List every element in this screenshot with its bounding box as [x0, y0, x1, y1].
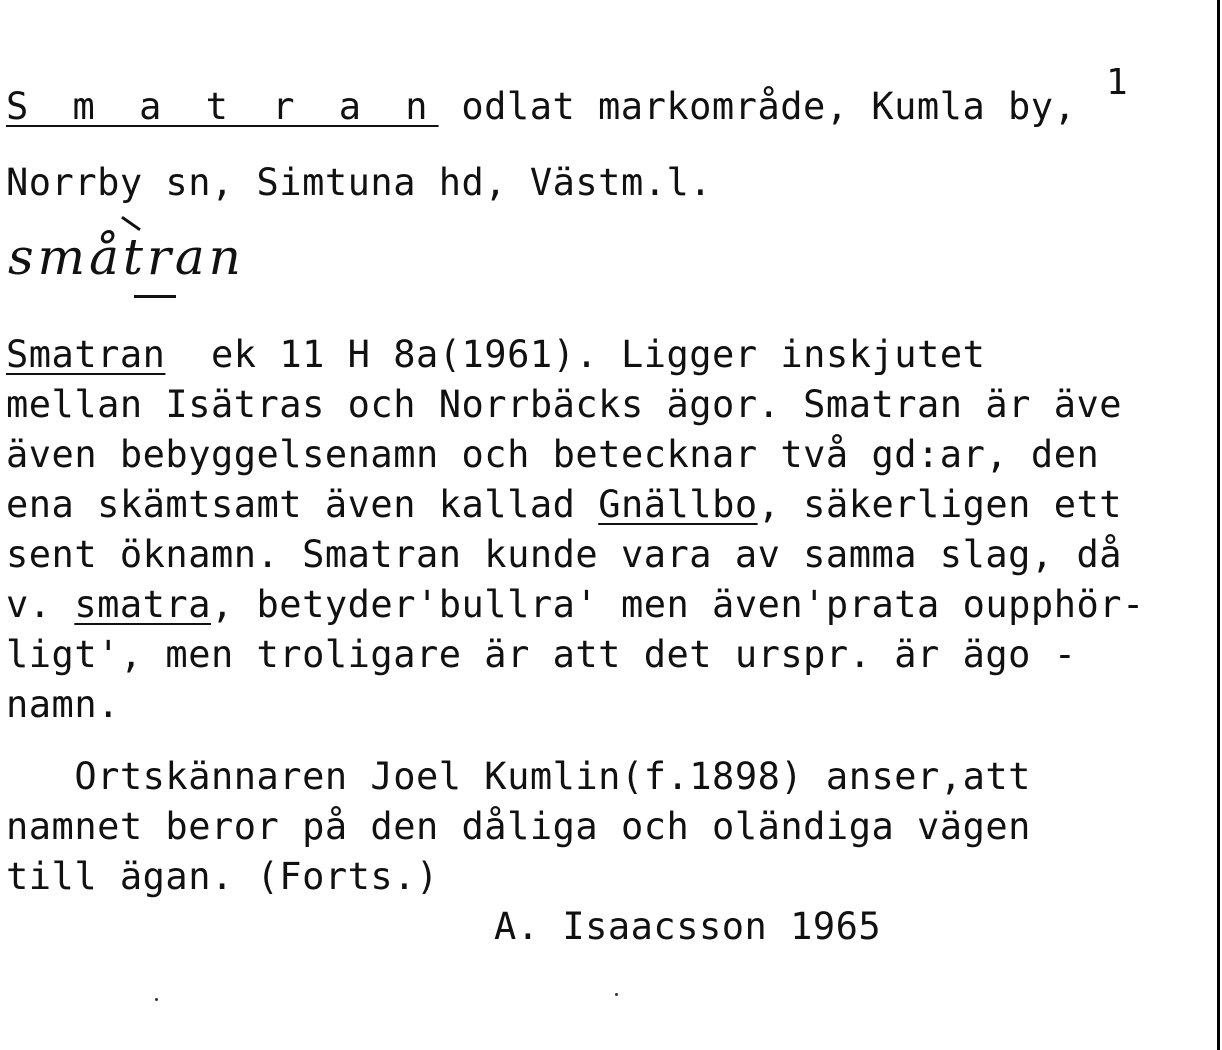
body-line	[6, 380, 1122, 430]
underlined-term: Gnällbo	[598, 483, 758, 526]
body-text-segment: v.	[6, 583, 75, 626]
body-text-segment: namn.	[6, 683, 120, 726]
underlined-term: smatra	[74, 583, 211, 626]
card-number: 1	[1106, 62, 1128, 103]
signature: A. Isaacsson 1965	[494, 905, 882, 948]
body-line	[6, 480, 1122, 530]
underlined-term: Smatran	[6, 333, 166, 376]
para2-line-3: till ägan. (Forts.)	[6, 855, 439, 898]
card-edge	[1217, 0, 1220, 1050]
para2-line-2: namnet beror på den dåliga och oländiga vägen	[6, 805, 1031, 848]
body-text-segment: , betyder'bullra' men även'prata oupphör-	[210, 583, 1145, 626]
body-line	[6, 430, 1099, 480]
body-line	[6, 330, 985, 380]
body-text-segment: sent öknamn. Smatran kunde vara av samma slag, då	[6, 533, 1123, 576]
para2-line-1: Ortskännaren Joel Kumlin(f.1898) anser,att	[6, 755, 1031, 798]
body-line	[6, 680, 120, 730]
body-line	[6, 580, 1145, 630]
body-text-segment: ek 11 H 8a(1961). Ligger inskjutet	[165, 333, 986, 376]
body-text-segment: , säkerligen ett	[757, 483, 1123, 526]
handwritten-underline	[134, 295, 176, 298]
headword-line	[6, 82, 1076, 132]
speck	[615, 993, 618, 996]
speck	[155, 998, 158, 1001]
location-line: Norrby sn, Simtuna hd, Västm.l.	[6, 161, 713, 204]
body-text-segment: ligt', men troligare är att det urspr. är ägo -	[6, 633, 1077, 676]
headword: S m a t r a n	[6, 85, 439, 128]
handwritten-pronunciation: småtran	[8, 228, 245, 286]
body-text-segment: mellan Isätras och Norrbäcks ägor. Smatran är äve	[6, 383, 1123, 426]
body-line	[6, 530, 1122, 580]
body-line	[6, 630, 1076, 680]
body-text-segment: även bebyggelsenamn och betecknar två gd:ar, den	[6, 433, 1100, 476]
body-text-segment: ena skämtsamt även kallad	[6, 483, 599, 526]
headword-description: odlat markområde, Kumla by,	[438, 85, 1077, 128]
